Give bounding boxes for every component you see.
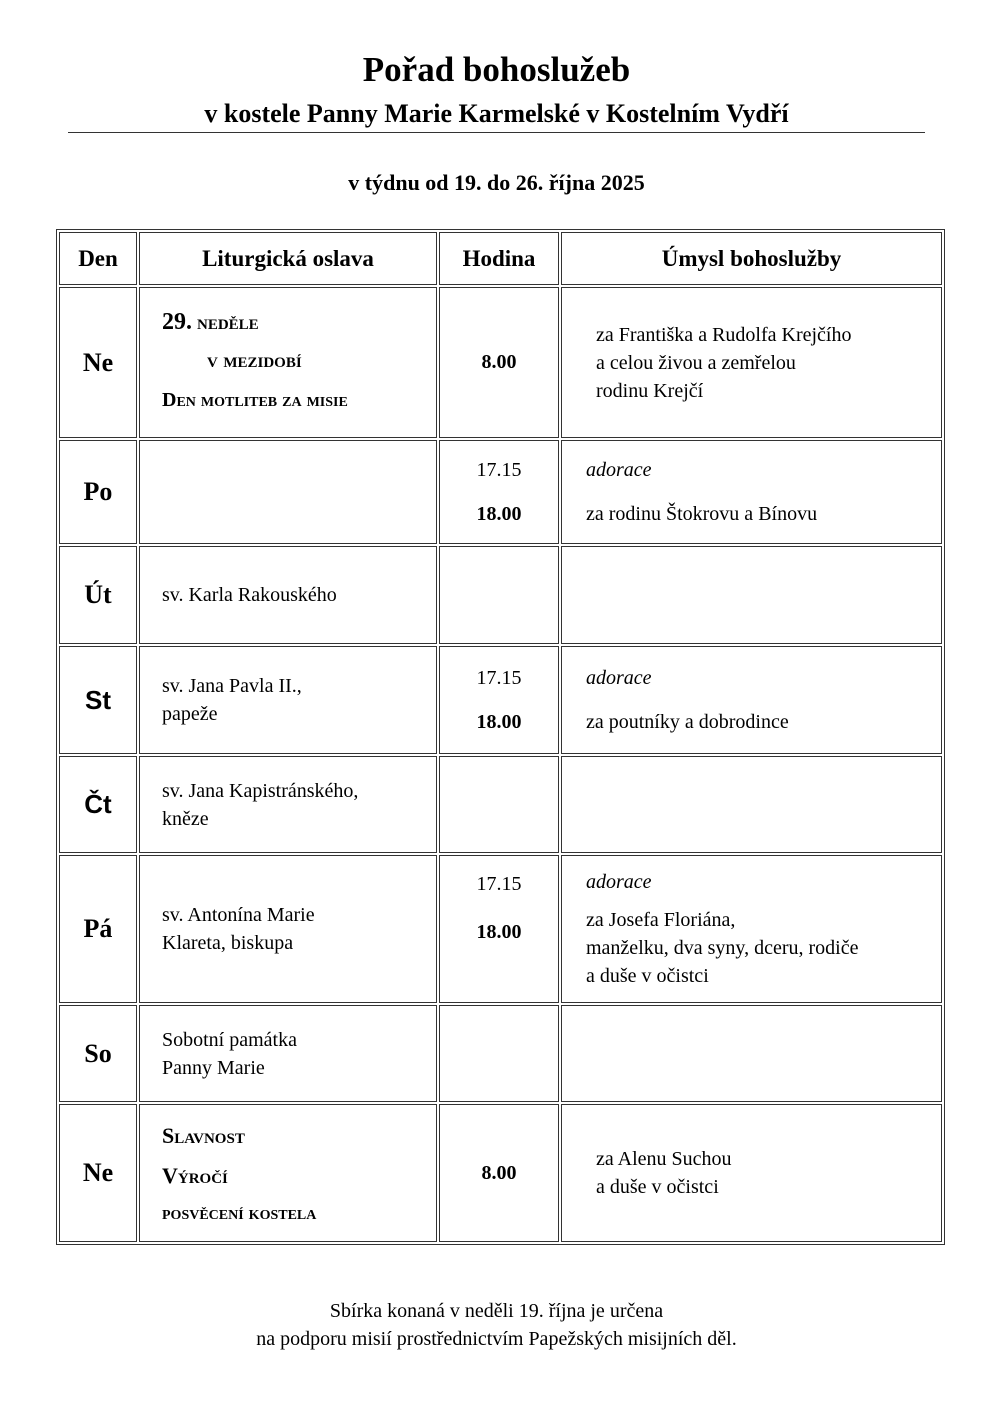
- table-row: [59, 546, 942, 644]
- intention-line: za rodinu Štokrovu a Bínovu: [586, 503, 818, 525]
- day-cell: Po: [59, 440, 137, 544]
- liturgy-line: sv. Jana Pavla II.,: [162, 675, 302, 697]
- hour-cell: [439, 1104, 559, 1242]
- intention-cell: [561, 440, 942, 544]
- feast-anniversary: Výročí: [162, 1163, 228, 1188]
- adoration-time: 17.15: [476, 667, 522, 689]
- mass-time: 18.00: [476, 921, 522, 943]
- week-range: v týdnu od 19. do 26. října 2025: [348, 170, 645, 195]
- hour-cell: [439, 756, 559, 853]
- intention-cell: [561, 1005, 942, 1102]
- hour-cell: [439, 646, 559, 754]
- liturgy-cell: [139, 546, 437, 644]
- adoration-note: adorace: [586, 459, 652, 481]
- hour-cell: [439, 1005, 559, 1102]
- liturgy-cell: [139, 440, 437, 544]
- sunday-label: neděle: [197, 309, 259, 334]
- column-header-intention: Úmysl bohoslužby: [561, 232, 942, 285]
- liturgy-cell: [139, 756, 437, 853]
- collection-note-line: na podporu misií prostřednictvím Papežských misijních děl.: [256, 1328, 737, 1350]
- collection-note-line: Sbírka konaná v neděli 19. října je určena: [329, 1300, 664, 1322]
- liturgy-cell: [139, 646, 437, 754]
- intention-line: rodinu Krejčí: [596, 379, 704, 402]
- mass-time: 8.00: [481, 1161, 517, 1184]
- title-divider: [68, 132, 925, 133]
- intention-cell: [561, 287, 942, 438]
- hour-cell: [439, 546, 559, 644]
- church-subtitle: v kostele Panny Marie Karmelské v Kostelním Vydří: [204, 99, 789, 128]
- liturgy-line: kněze: [162, 807, 209, 830]
- intention-line: a celou živou a zemřelou: [596, 351, 796, 374]
- sunday-note: Den motliteb za misie: [162, 389, 348, 411]
- intention-cell: [561, 546, 942, 644]
- liturgy-line: Klareta, biskupa: [162, 932, 294, 954]
- table-row: [59, 646, 942, 754]
- column-header-day: Den: [59, 232, 137, 285]
- sunday-number: 29.: [162, 309, 192, 335]
- adoration-time: 17.15: [476, 459, 522, 481]
- liturgy-line: papeže: [162, 703, 218, 725]
- intention-line: za Alenu Suchou: [596, 1148, 732, 1170]
- day-cell: Pá: [59, 855, 137, 1003]
- adoration-note: adorace: [586, 871, 652, 893]
- mass-time: 18.00: [476, 711, 522, 733]
- hour-cell: [439, 287, 559, 438]
- hour-cell: [439, 440, 559, 544]
- intention-line: a duše v očistci: [586, 965, 709, 987]
- day-cell: Ne: [59, 287, 137, 438]
- liturgy-line: sv. Antonína Marie: [162, 904, 315, 926]
- table-row: [59, 1005, 942, 1102]
- intention-cell: [561, 1104, 942, 1242]
- day-cell: Čt: [59, 756, 137, 853]
- day-cell: Út: [59, 546, 137, 644]
- adoration-time: 17.15: [476, 873, 522, 895]
- liturgy-cell: [139, 1005, 437, 1102]
- collection-note: [0, 1297, 993, 1353]
- column-header-liturgy: Liturgická oslava: [139, 232, 437, 285]
- table-row: [59, 756, 942, 853]
- intention-cell: [561, 646, 942, 754]
- sunday-period: v mezidobí: [207, 347, 302, 372]
- liturgy-cell: [139, 855, 437, 1003]
- schedule-table: [56, 229, 945, 1245]
- liturgy-line: Panny Marie: [162, 1056, 265, 1079]
- page-title: Pořad bohoslužeb: [362, 50, 631, 89]
- intention-line: a duše v očistci: [596, 1176, 719, 1198]
- hour-cell: [439, 855, 559, 1003]
- column-header-hour: Hodina: [439, 232, 559, 285]
- intention-line: manželku, dva syny, dceru, rodiče: [586, 937, 859, 959]
- liturgy-cell: [139, 287, 437, 438]
- intention-cell: [561, 756, 942, 853]
- adoration-note: adorace: [586, 667, 652, 689]
- table-row: [59, 855, 942, 1003]
- table-header-row: [59, 232, 942, 285]
- feast-dedication: posvěcení kostela: [162, 1202, 317, 1224]
- day-cell: Ne: [59, 1104, 137, 1242]
- mass-time: 8.00: [481, 351, 517, 373]
- table-row: [59, 440, 942, 544]
- intention-line: za Josefa Floriána,: [586, 909, 736, 931]
- table-row: [59, 287, 942, 438]
- liturgy-line: sv. Jana Kapistránského,: [162, 779, 359, 802]
- day-cell: St: [59, 646, 137, 754]
- liturgy-line: sv. Karla Rakouského: [162, 584, 337, 606]
- table-row: [59, 1104, 942, 1242]
- feast-label: Slavnost: [162, 1123, 245, 1148]
- liturgy-line: Sobotní památka: [162, 1028, 297, 1051]
- intention-cell: [561, 855, 942, 1003]
- intention-line: za poutníky a dobrodince: [586, 711, 789, 733]
- intention-line: za Františka a Rudolfa Krejčího: [596, 323, 852, 346]
- liturgy-cell: [139, 1104, 437, 1242]
- day-cell: So: [59, 1005, 137, 1102]
- mass-time: 18.00: [476, 503, 522, 525]
